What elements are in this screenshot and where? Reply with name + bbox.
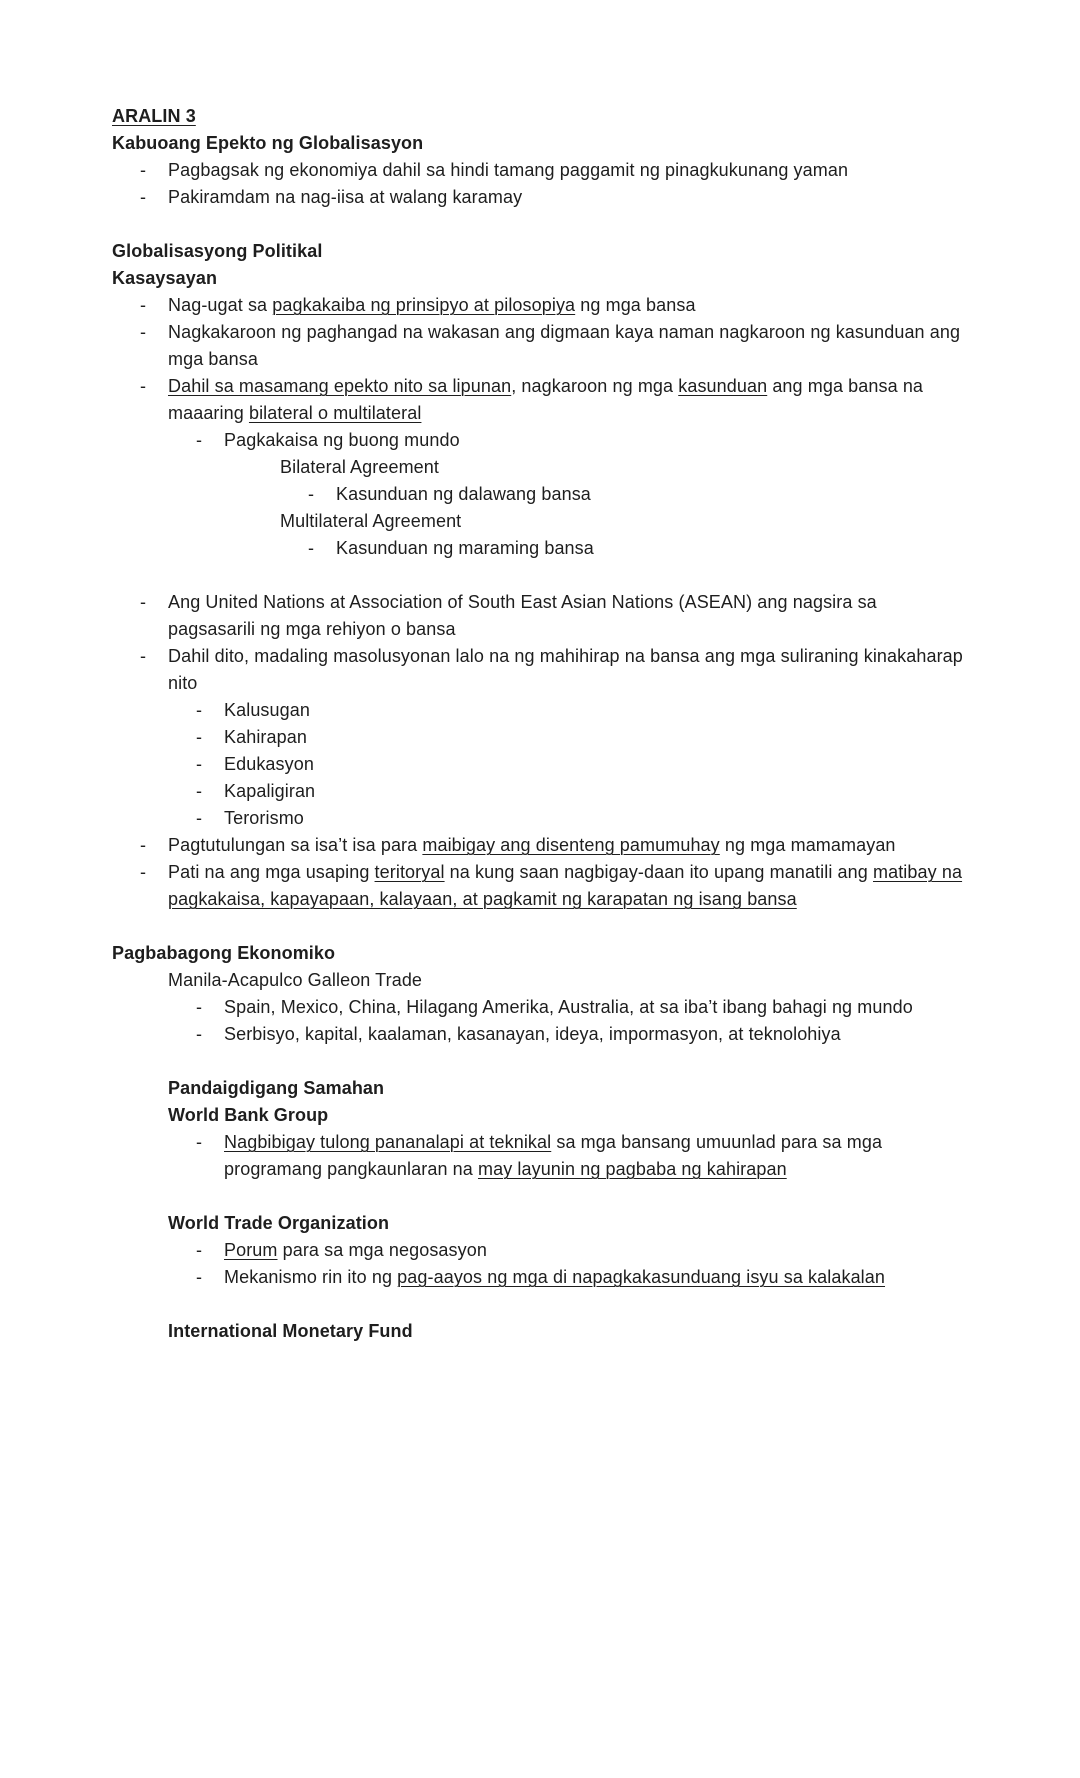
doc-heading (112, 1318, 968, 1345)
line-text (224, 751, 968, 778)
doc-bullet-item (112, 859, 968, 913)
doc-bullet-item (112, 1021, 968, 1048)
text-segment: Multilateral Agreement (280, 511, 462, 531)
bullet-dash: - (308, 538, 315, 558)
underlined-text: Dahil sa masamang epekto nito sa lipunan (168, 376, 512, 396)
text-segment: Kapaligiran (224, 781, 316, 801)
line-text (168, 157, 968, 184)
underlined-text: Nagbibigay tulong pananalapi at teknikal (224, 1132, 552, 1152)
doc-line (112, 967, 968, 994)
text-segment: Kahirapan (224, 727, 307, 747)
doc-bullet-item (112, 184, 968, 211)
text-segment: , nagkaroon ng mga (511, 376, 679, 396)
bullet-dash: - (140, 835, 147, 855)
doc-bullet-item (112, 589, 968, 643)
line-text (224, 1021, 968, 1048)
underlined-text: ARALIN 3 (112, 106, 196, 126)
underlined-text: Porum (224, 1240, 278, 1260)
doc-bullet-item (112, 805, 968, 832)
bullet-dash: - (308, 484, 315, 504)
bullet-dash: - (196, 997, 203, 1017)
blank-line (112, 562, 968, 589)
line-text (224, 1264, 968, 1291)
bullet-dash: - (140, 322, 147, 342)
text-segment: Terorismo (224, 808, 304, 828)
doc-bullet-item (112, 778, 968, 805)
line-text (224, 1129, 968, 1183)
line-text (168, 967, 968, 994)
line-text (168, 1102, 968, 1129)
bullet-dash: - (196, 430, 203, 450)
doc-heading (112, 130, 968, 157)
text-segment: Manila-Acapulco Galleon Trade (168, 970, 423, 990)
text-segment: para sa mga negosasyon (277, 1240, 487, 1260)
doc-heading (112, 1075, 968, 1102)
text-segment: Kasunduan ng dalawang bansa (336, 484, 591, 504)
bullet-dash: - (140, 187, 147, 207)
line-text (168, 643, 968, 697)
text-segment: Pati na ang mga usaping (168, 862, 375, 882)
blank-line (112, 211, 968, 238)
text-segment: Edukasyon (224, 754, 314, 774)
underlined-text: teritoryal (374, 862, 445, 882)
text-segment: Bilateral Agreement (280, 457, 439, 477)
document-content (112, 103, 968, 1345)
text-segment: Globalisasyong Politikal (112, 241, 323, 261)
underlined-text: bilateral o multilateral (248, 403, 422, 423)
bullet-dash: - (140, 592, 147, 612)
doc-bullet-item (112, 535, 968, 562)
text-segment: World Trade Organization (168, 1213, 390, 1233)
bullet-dash: - (196, 1267, 203, 1287)
line-text (224, 994, 968, 1021)
blank-line (112, 1291, 968, 1318)
text-segment: Kasunduan ng maraming bansa (336, 538, 594, 558)
text-segment: Pagkakaisa ng buong mundo (224, 430, 460, 450)
text-segment: Mekanismo rin ito ng (224, 1267, 398, 1287)
doc-bullet-item (112, 832, 968, 859)
bullet-dash: - (140, 295, 147, 315)
bullet-dash: - (140, 376, 147, 396)
text-segment: Pakiramdam na nag-iisa at walang karamay (168, 187, 523, 207)
doc-bullet-item (112, 292, 968, 319)
text-segment: Kabuoang Epekto ng Globalisasyon (112, 133, 424, 153)
line-text (112, 940, 968, 967)
line-text (224, 778, 968, 805)
underlined-text: matibay na pagkakaisa, kapayapaan, kalayaan, at pagkamit ng karapatan ng isang bansa (168, 862, 963, 909)
line-text (168, 589, 968, 643)
line-text (112, 265, 968, 292)
doc-bullet-item (112, 427, 968, 454)
line-text (168, 1075, 968, 1102)
doc-bullet-item (112, 373, 968, 427)
text-segment: Pagtutulungan sa isa’t isa para (168, 835, 423, 855)
line-text (224, 697, 968, 724)
doc-line (112, 454, 968, 481)
doc-bullet-item (112, 994, 968, 1021)
doc-bullet-item (112, 1129, 968, 1183)
bullet-dash: - (196, 1132, 203, 1152)
doc-bullet-item (112, 319, 968, 373)
text-segment: International Monetary Fund (168, 1321, 413, 1341)
doc-bullet-item (112, 1237, 968, 1264)
doc-heading (112, 265, 968, 292)
bullet-dash: - (196, 727, 203, 747)
line-text (280, 454, 968, 481)
doc-heading (112, 940, 968, 967)
bullet-dash: - (140, 646, 147, 666)
bullet-dash: - (196, 1024, 203, 1044)
blank-line (112, 1183, 968, 1210)
text-segment: Pandaigdigang Samahan (168, 1078, 385, 1098)
doc-heading (112, 1102, 968, 1129)
text-segment: Kalusugan (224, 700, 310, 720)
blank-line (112, 1048, 968, 1075)
bullet-dash: - (196, 700, 203, 720)
doc-bullet-item (112, 643, 968, 697)
text-segment: Dahil dito, madaling masolusyonan lalo na ng mahihirap na bansa ang mga suliraning kinakaharap nito (168, 646, 963, 693)
text-segment: World Bank Group (168, 1105, 329, 1125)
text-segment: Serbisyo, kapital, kaalaman, kasanayan, ideya, impormasyon, at teknolohiya (224, 1024, 841, 1044)
doc-heading (112, 238, 968, 265)
bullet-dash: - (196, 808, 203, 828)
doc-bullet-item (112, 751, 968, 778)
line-text (112, 130, 968, 157)
line-text (168, 184, 968, 211)
line-text (224, 805, 968, 832)
line-text (168, 319, 968, 373)
line-text (168, 1318, 968, 1345)
line-text (168, 859, 968, 913)
underlined-text: may layunin ng pagbaba ng kahirapan (477, 1159, 787, 1179)
text-segment: ng mga mamamayan (719, 835, 896, 855)
line-text (168, 373, 968, 427)
text-segment: ang mga bansa na maaaring (168, 376, 924, 423)
line-text (336, 481, 968, 508)
bullet-dash: - (196, 781, 203, 801)
doc-line (112, 508, 968, 535)
text-segment: ng mga bansa (575, 295, 696, 315)
text-segment: Spain, Mexico, China, Hilagang Amerika, Australia, at sa iba’t ibang bahagi ng mundo (224, 997, 913, 1017)
doc-heading (112, 1210, 968, 1237)
line-text (280, 508, 968, 535)
underlined-text: kasunduan (678, 376, 768, 396)
doc-heading (112, 103, 968, 130)
bullet-dash: - (196, 1240, 203, 1260)
line-text (168, 832, 968, 859)
line-text (112, 103, 968, 130)
text-segment: Ang United Nations at Association of South East Asian Nations (ASEAN) ang nagsira sa pagsasarili ng mga rehiyon o bansa (168, 592, 877, 639)
line-text (168, 1210, 968, 1237)
text-segment: Kasaysayan (112, 268, 218, 288)
underlined-text: pag-aayos ng mga di napagkakasunduang isyu sa kalakalan (397, 1267, 886, 1287)
doc-bullet-item (112, 1264, 968, 1291)
bullet-dash: - (196, 754, 203, 774)
line-text (112, 238, 968, 265)
line-text (336, 535, 968, 562)
text-segment: sa mga bansang umuunlad para sa mga programang pangkaunlaran na (224, 1132, 883, 1179)
text-segment: Nagkakaroon ng paghangad na wakasan ang digmaan kaya naman nagkaroon ng kasunduan ang mga bansa (168, 322, 961, 369)
doc-bullet-item (112, 481, 968, 508)
line-text (168, 292, 968, 319)
bullet-dash: - (140, 160, 147, 180)
bullet-dash: - (140, 862, 147, 882)
text-segment: Pagbagsak ng ekonomiya dahil sa hindi tamang paggamit ng pinagkukunang yaman (168, 160, 849, 180)
doc-bullet-item (112, 724, 968, 751)
text-segment: Pagbabagong Ekonomiko (112, 943, 336, 963)
line-text (224, 724, 968, 751)
line-text (224, 1237, 968, 1264)
text-segment: Nag-ugat sa (168, 295, 273, 315)
text-segment: na kung saan nagbigay-daan ito upang manatili ang (444, 862, 873, 882)
line-text (224, 427, 968, 454)
blank-line (112, 913, 968, 940)
underlined-text: maibigay ang disenteng pamumuhay (422, 835, 720, 855)
underlined-text: pagkakaiba ng prinsipyo at pilosopiya (272, 295, 576, 315)
doc-bullet-item (112, 697, 968, 724)
doc-bullet-item (112, 157, 968, 184)
